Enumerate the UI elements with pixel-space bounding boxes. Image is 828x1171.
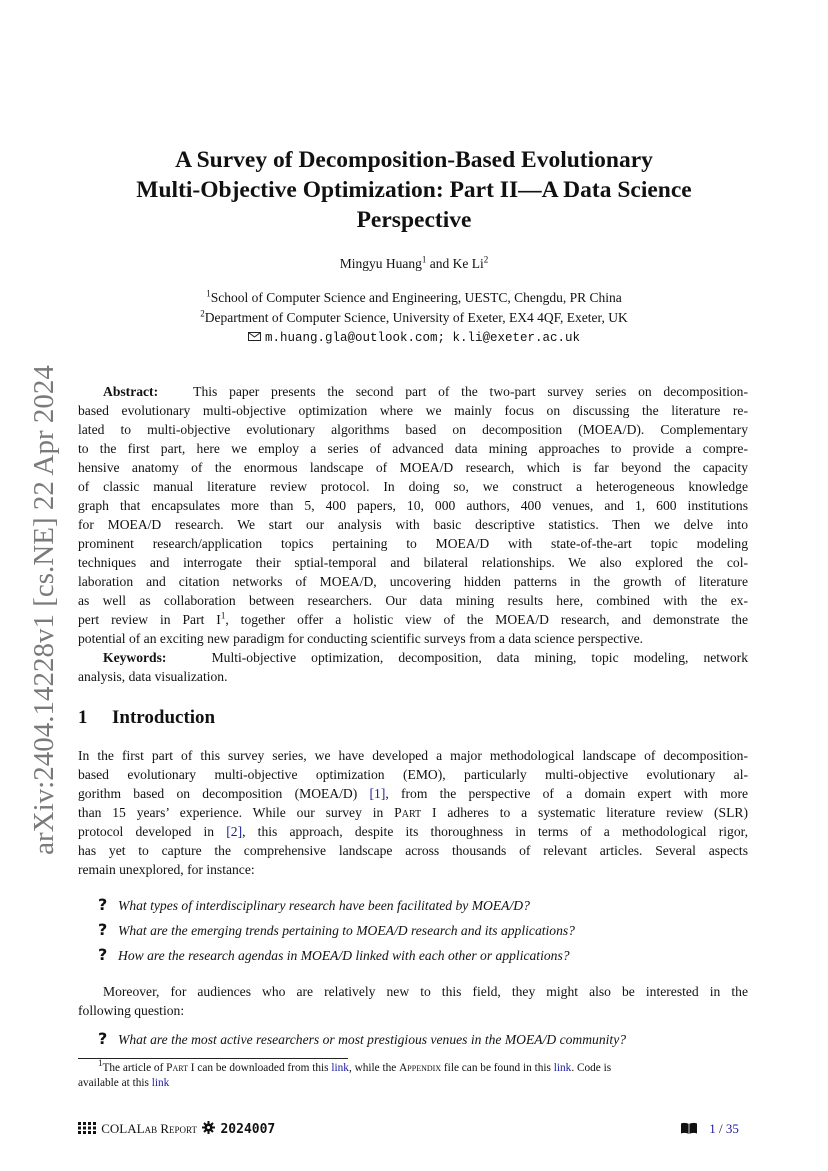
author-conjunction: and — [426, 256, 453, 271]
intro-line: has yet to capture the comprehensive landscape across thousands of relevant articles. Several aspects — [78, 843, 748, 858]
keywords-text: Multi-objective optimization, decomposition, data mining, topic modeling, network — [211, 650, 748, 665]
page-total[interactable]: 35 — [725, 1121, 739, 1136]
moreover-paragraph — [78, 982, 748, 1020]
footnote-text: file can be found in this — [441, 1062, 554, 1074]
intro-paragraph — [78, 746, 748, 879]
footnote-text: . Code is — [571, 1062, 612, 1074]
part-ref: Part I — [394, 805, 437, 820]
abstract-line — [78, 610, 748, 629]
abstract-text: This paper presents the second part of the two-part survey series on decomposition- — [193, 384, 748, 399]
section-number: 1 — [78, 707, 88, 728]
question-text: What are the emerging trends pertaining to MOEA/D research and its applications? — [118, 923, 575, 938]
part-ref: Part I — [166, 1062, 195, 1074]
dots-grid-icon — [78, 1122, 98, 1134]
intro-line — [78, 784, 748, 803]
arxiv-stamp — [18, 360, 62, 860]
affil-sup: 2 — [200, 308, 205, 318]
question-item — [98, 945, 570, 964]
abstract-text: , together offer a holistic view of the MOEA/D research, and demonstrate the — [225, 612, 748, 627]
abstract-line: graph that encapsulates more than 5, 400 papers, 10, 000 authors, 400 venues, and 1, 600 institutions — [78, 498, 748, 513]
page-separator: / — [715, 1121, 726, 1136]
abstract-line: laboration and citation networks of MOEA/D, uncovering hidden patterns in the growth of literature — [78, 574, 748, 589]
paper-title — [80, 145, 748, 235]
email-line — [80, 327, 748, 349]
author-name: Ke Li — [452, 256, 484, 271]
footnote-text: The article of — [102, 1062, 167, 1074]
section-heading — [78, 707, 215, 729]
moreover-line: following question: — [78, 1003, 185, 1018]
footnote-line — [78, 1058, 748, 1076]
author-name: Mingyu Huang — [339, 256, 422, 271]
affiliation-2 — [80, 308, 748, 328]
intro-line: remain unexplored, for instance: — [78, 862, 255, 877]
appendix-link[interactable]: link — [553, 1062, 572, 1074]
abstract-line: techniques and interrogate their sptial-temporal and bilateral relationships. We also explored the col- — [78, 555, 748, 570]
abstract — [78, 382, 748, 686]
moreover-line: Moreover, for audiences who are relatively new to this field, they might also be interested in the — [103, 984, 748, 999]
report-name: COLALab Report — [101, 1121, 197, 1136]
code-link[interactable]: link — [151, 1077, 170, 1089]
abstract-line: prominent research/application topics pertaining to MOEA/D with state-of-the-art topic modeling — [78, 536, 748, 551]
question-text: What types of interdisciplinary research have been facilitated by MOEA/D? — [118, 898, 530, 913]
abstract-line: potential of an exciting new paradigm for conducting scientific surveys from a data science perspective. — [78, 631, 644, 646]
question-mark-icon: ? — [98, 945, 108, 964]
abstract-line: lated to multi-objective evolutionary algorithms based on decomposition (MOEA/D). Complementary — [78, 422, 748, 437]
citation-link[interactable]: [1] — [369, 786, 386, 801]
intro-text: , from the perspective of a domain expert with more — [385, 786, 749, 801]
footnote-rule — [78, 1058, 348, 1059]
book-icon — [680, 1122, 698, 1135]
footnote-text: can be downloaded from this — [194, 1062, 332, 1074]
intro-text: protocol developed in — [78, 824, 227, 839]
intro-text: than 15 years’ experience. While our survey in — [78, 805, 395, 820]
affil-text: School of Computer Science and Engineering, UESTC, Chengdu, PR China — [210, 290, 622, 305]
footer-report — [78, 1121, 275, 1137]
footnote-line — [78, 1076, 748, 1091]
footnote-text: , while the — [348, 1062, 400, 1074]
question-text: What are the most active researchers or most prestigious venues in the MOEA/D community? — [118, 1032, 627, 1047]
author-affil-sup: 1 — [421, 254, 427, 265]
keywords-label: Keywords: — [103, 650, 167, 665]
abstract-line — [78, 382, 748, 401]
abstract-text: pert review in Part I — [78, 612, 221, 627]
intro-text: adheres to a systematic literature review (SLR) — [436, 805, 748, 820]
keywords-line — [78, 648, 748, 667]
section-title: Introduction — [112, 707, 216, 728]
footer-pagination — [680, 1121, 739, 1137]
abstract-line: as well as collaboration between researchers. Our data mining results here, combined with the ex- — [78, 593, 748, 608]
part-i-link[interactable]: link — [331, 1062, 349, 1074]
footnote-text: available at this — [78, 1077, 152, 1089]
intro-line — [78, 822, 748, 841]
abstract-line: for MOEA/D research. We start our analysis with basic descriptive statistics. Then we delve into — [78, 517, 748, 532]
intro-line: based evolutionary multi-objective optimization (EMO), particularly multi-objective evolutionary al- — [78, 767, 748, 782]
footnote — [78, 1058, 748, 1091]
question-item — [98, 920, 575, 939]
title-line-1: A Survey of Decomposition-Based Evolutionary — [175, 147, 653, 173]
abstract-line: of classic manual literature review protocol. In doing so, we construct a heterogeneous knowledge — [78, 479, 748, 494]
affiliation-1 — [80, 288, 748, 308]
intro-line: In the first part of this survey series, we have developed a major methodological landscape of decomposition- — [78, 748, 748, 763]
author-affil-sup: 2 — [483, 254, 489, 265]
email-addresses[interactable]: m.huang.gla@outlook.com; k.li@exeter.ac.uk — [264, 331, 581, 345]
gear-icon — [202, 1121, 215, 1134]
footnote-sup: 1 — [98, 1058, 103, 1069]
intro-text: , this approach, despite its thoroughness in terms of a methodological rigor, — [242, 824, 749, 839]
abstract-line: hensive anatomy of the enormous landscape of MOEA/D research, which is far beyond the capacity — [78, 460, 748, 475]
page-number[interactable]: 1 — [709, 1121, 716, 1136]
question-mark-icon: ? — [98, 920, 108, 939]
appendix-ref: Appendix — [399, 1062, 442, 1074]
question-text: How are the research agendas in MOEA/D linked with each other or applications? — [118, 948, 570, 963]
affil-sup: 1 — [206, 288, 211, 299]
arxiv-stamp-text: arXiv:2404.14228v1 [cs.NE] 22 Apr 2024 — [28, 365, 60, 855]
question-mark-icon: ? — [98, 1029, 108, 1048]
author-list — [80, 256, 748, 272]
question-item — [98, 895, 530, 914]
affil-text: Department of Computer Science, University of Exeter, EX4 4QF, Exeter, UK — [204, 309, 628, 325]
abstract-label: Abstract: — [103, 384, 159, 399]
keywords-line: analysis, data visualization. — [78, 669, 228, 684]
question-item — [98, 1029, 626, 1048]
abstract-line: to the first part, here we employ a series of advanced data mining approaches to provide a compre- — [78, 441, 748, 456]
abstract-line: based evolutionary multi-objective optimization where we mainly focus on discussing the literature re- — [78, 403, 748, 418]
intro-line — [78, 803, 748, 822]
question-mark-icon: ? — [98, 895, 108, 914]
footnote-ref[interactable]: 1 — [220, 610, 226, 621]
title-line-3: Perspective — [356, 207, 472, 233]
affiliations — [80, 288, 748, 349]
title-line-2: Multi-Objective Optimization: Part II—A Data Science — [136, 177, 692, 203]
citation-link[interactable]: [2] — [226, 824, 243, 839]
report-id: 2024007 — [220, 1122, 276, 1137]
intro-text: gorithm based on decomposition (MOEA/D) — [78, 786, 370, 801]
envelope-icon — [248, 331, 261, 341]
